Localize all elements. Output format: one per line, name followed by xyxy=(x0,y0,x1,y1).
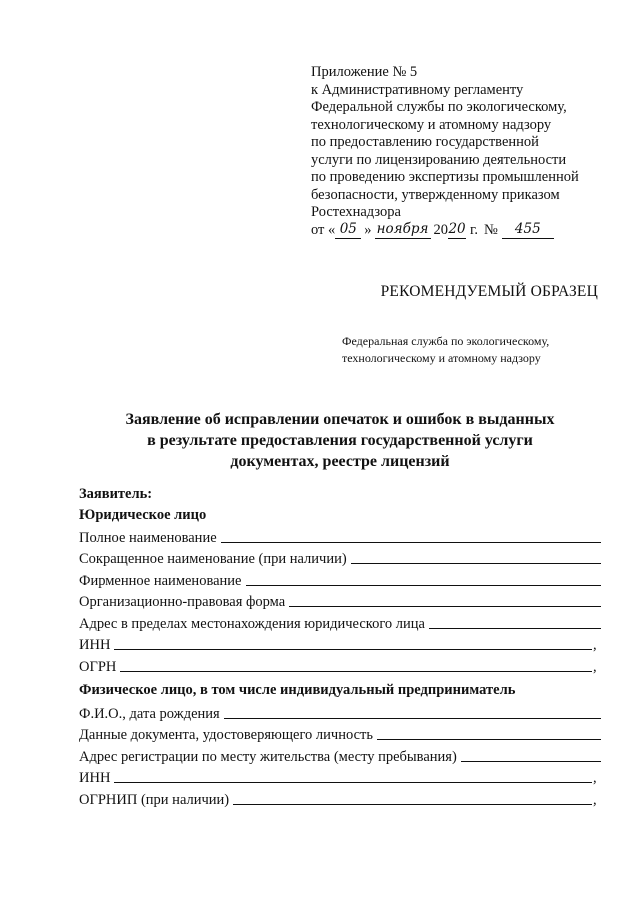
form-field-row xyxy=(79,744,601,766)
field-label: ИНН xyxy=(79,637,111,653)
field-label: ИНН xyxy=(79,770,111,786)
field-blank-line[interactable] xyxy=(120,671,592,672)
document-title xyxy=(60,409,620,472)
order-day: 05 xyxy=(335,221,361,239)
agency-line: технологическому и атомному надзору xyxy=(342,351,541,365)
field-blank-line[interactable] xyxy=(461,761,601,762)
field-blank-line[interactable] xyxy=(429,628,601,629)
appendix-line: технологическому и атомному надзору xyxy=(311,116,552,133)
field-label: Ф.И.О., дата рождения xyxy=(79,705,220,722)
form-field-row xyxy=(79,633,601,655)
appendix-block xyxy=(311,64,611,222)
field-blank-line[interactable] xyxy=(351,563,601,564)
field-suffix: , xyxy=(593,791,597,808)
field-blank-line[interactable] xyxy=(377,739,601,740)
title-line: в результате предоставления государственной услуги xyxy=(147,432,533,449)
field-label: ОГРН xyxy=(79,658,117,675)
addressee-agency xyxy=(342,333,602,367)
field-blank-line[interactable] xyxy=(246,585,602,586)
appendix-line: по предоставлению государственной xyxy=(311,134,539,150)
field-blank-line[interactable] xyxy=(289,606,601,607)
title-line: Заявление об исправлении опечаток и ошибок в выданных xyxy=(125,411,555,428)
appendix-line: к Административному регламенту xyxy=(311,81,524,98)
field-blank-line[interactable] xyxy=(221,542,601,543)
form-field-row xyxy=(79,590,601,612)
individual-fields xyxy=(79,701,601,809)
appendix-line: Приложение № 5 xyxy=(311,64,418,80)
title-line: документах, реестре лицензий xyxy=(230,453,450,470)
appendix-line: по проведению экспертизы промышленной xyxy=(311,169,579,185)
field-blank-line[interactable] xyxy=(233,804,592,805)
field-suffix: , xyxy=(593,658,597,675)
field-label: Полное наименование xyxy=(79,529,217,546)
field-blank-line[interactable] xyxy=(114,782,592,783)
form-field-row xyxy=(79,723,601,745)
applicant-heading: Заявитель: xyxy=(79,486,153,502)
form-field-row xyxy=(79,766,601,788)
order-month: ноября xyxy=(375,221,431,239)
recommended-sample-label: РЕКОМЕНДУЕМЫЙ ОБРАЗЕЦ xyxy=(380,283,598,300)
applicant-legal-section xyxy=(79,483,601,676)
applicant-individual-section xyxy=(79,679,601,809)
agency-line: Федеральная служба по экологическому, xyxy=(342,334,550,348)
appendix-line: услуги по лицензированию деятельности xyxy=(311,151,567,168)
form-field-row xyxy=(79,787,601,809)
field-label: Данные документа, удостоверяющего личность xyxy=(79,727,373,743)
field-suffix: , xyxy=(593,770,597,786)
order-year-suffix: 20 xyxy=(448,221,466,237)
form-field-row xyxy=(79,611,601,633)
form-field-row xyxy=(79,568,601,590)
field-label: Организационно-правовая форма xyxy=(79,594,286,610)
field-blank-line[interactable] xyxy=(224,718,601,719)
field-suffix: , xyxy=(593,637,597,653)
appendix-line: Ростехнадзора xyxy=(311,204,401,220)
field-label: Сокращенное наименование (при наличии) xyxy=(79,551,347,567)
legal-entity-fields xyxy=(79,525,601,676)
order-number: 455 xyxy=(502,221,554,239)
order-date-line xyxy=(311,221,554,241)
order-year-word: г. xyxy=(470,222,478,238)
field-label: ОГРНИП (при наличии) xyxy=(79,791,230,808)
legal-entity-heading: Юридическое лицо xyxy=(79,507,207,523)
order-prefix: от « xyxy=(311,222,336,238)
form-field-row xyxy=(79,525,601,547)
appendix-line: безопасности, утвержденному приказом xyxy=(311,186,560,203)
field-blank-line[interactable] xyxy=(114,649,592,650)
order-number-label: № xyxy=(483,222,498,238)
individual-heading: Физическое лицо, в том числе индивидуальный предприниматель xyxy=(79,682,516,698)
field-label: Адрес регистрации по месту жительства (месту пребывания) xyxy=(79,748,457,765)
field-label: Адрес в пределах местонахождения юридического лица xyxy=(79,615,425,632)
form-field-row xyxy=(79,701,601,723)
form-field-row xyxy=(79,654,601,676)
appendix-line: Федеральной службы по экологическому, xyxy=(311,99,567,115)
field-label: Фирменное наименование xyxy=(79,572,242,589)
form-field-row xyxy=(79,547,601,569)
order-quote-close: » xyxy=(364,222,372,238)
order-year-prefix: 20 xyxy=(433,222,449,238)
